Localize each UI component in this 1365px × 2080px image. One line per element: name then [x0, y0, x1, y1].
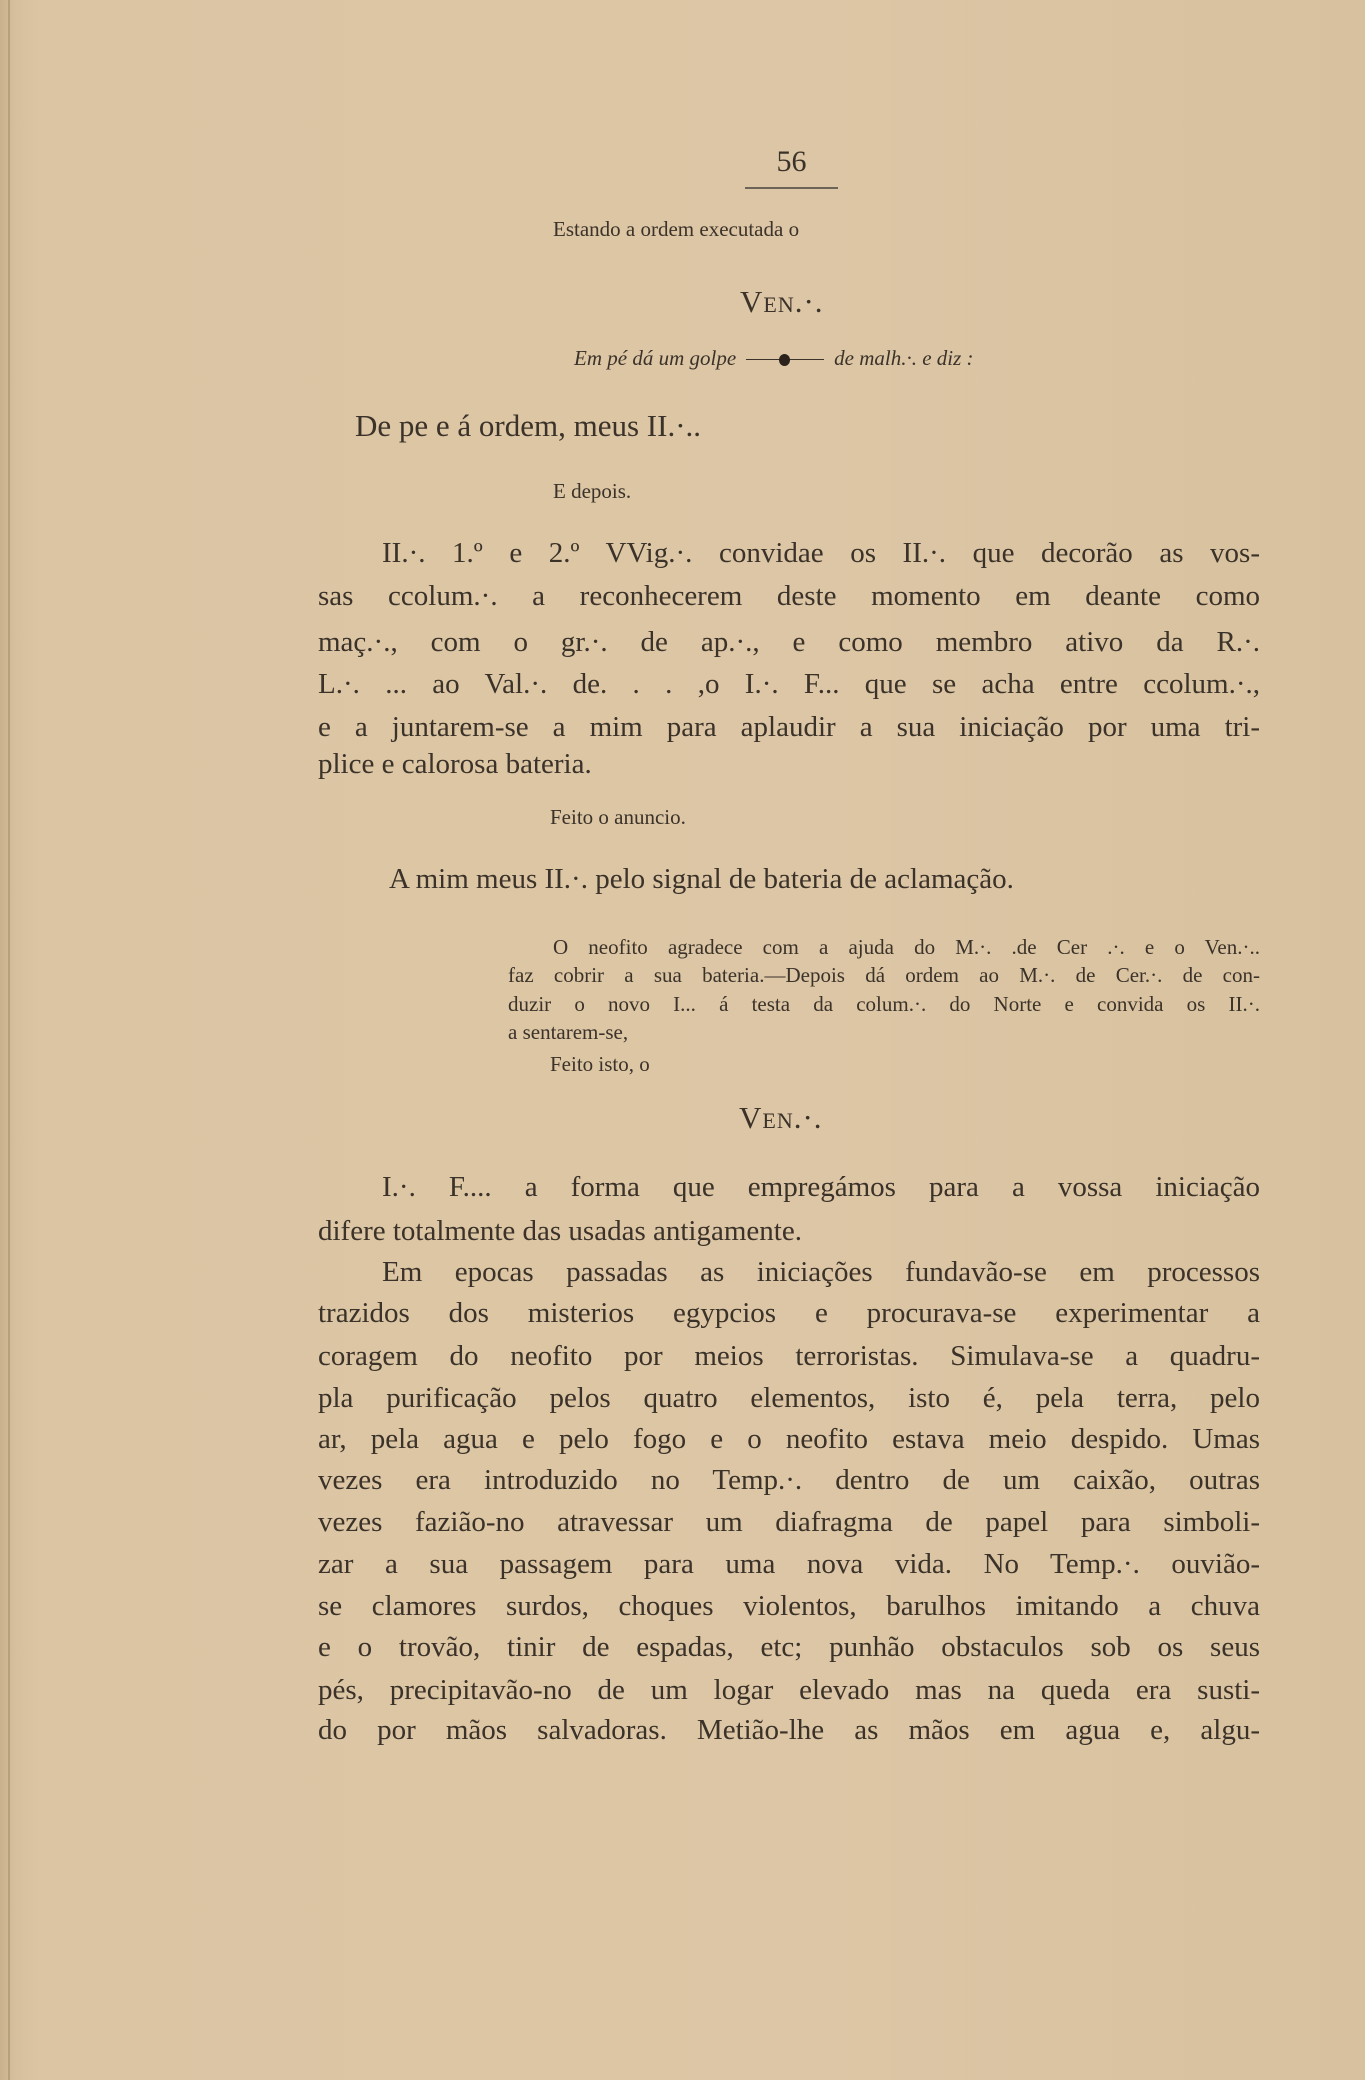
text-line: duzir o novo I... á testa da colum.·. do Norte e convida os II.·.	[508, 992, 1260, 1016]
text-line: sas ccolum.·. a reconhecerem deste momento em deante como	[318, 580, 1260, 612]
stage-direction: E depois.	[553, 479, 632, 503]
text-line: Em epocas passadas as iniciações fundavão-se em processos	[382, 1256, 1260, 1288]
page-number-rule	[745, 187, 838, 189]
text-line: e a juntarem-se a mim para aplaudir a sua iniciação por uma tri-	[318, 711, 1260, 743]
mallet-rule-icon	[746, 354, 824, 366]
speaker-heading: Ven.·.	[740, 284, 824, 319]
action-line	[574, 338, 974, 378]
page-edge	[8, 0, 10, 2080]
text-line: zar a sua passagem para uma nova vida. No Temp.·. ouvião-	[318, 1548, 1260, 1580]
text-line: do por mãos salvadoras. Metião-lhe as mãos em agua e, algu-	[318, 1714, 1260, 1746]
text-line: vezes fazião-no atravessar um diafragma de papel para simboli-	[318, 1506, 1260, 1538]
action-before: Em pé dá um golpe	[574, 346, 737, 370]
speaker-heading: Ven.·.	[739, 1100, 823, 1135]
text-line: II.·. 1.º e 2.º VVig.·. convidae os II.·. que decorão as vos-	[382, 537, 1260, 569]
text-line: trazidos dos misterios egypcios e procurava-se experimentar a	[318, 1297, 1260, 1329]
text-line: faz cobrir a sua bateria.—Depois dá ordem ao M.·. de Cer.·. de con-	[508, 963, 1260, 987]
speech: A mim meus II.·. pelo signal de bateria de aclamação.	[389, 863, 1014, 895]
text-line: se clamores surdos, choques violentos, barulhos imitando a chuva	[318, 1590, 1260, 1622]
action-after: de malh.·. e diz :	[834, 346, 974, 370]
stage-direction: Estando a ordem executada o	[553, 217, 800, 241]
text-line: difere totalmente das usadas antigamente.	[318, 1215, 802, 1247]
text-line: vezes era introduzido no Temp.·. dentro de um caixão, outras	[318, 1464, 1260, 1496]
text-line: plice e calorosa bateria.	[318, 748, 592, 780]
text-line: maç.·., com o gr.·. de ap.·., e como membro ativo da R.·.	[318, 626, 1260, 658]
text-line: L.·. ... ao Val.·. de. . . ,o I.·. F... que se acha entre ccolum.·.,	[318, 668, 1260, 700]
text-line: O neofito agradece com a ajuda do M.·. .de Cer .·. e o Ven.·..	[553, 935, 1260, 959]
text-line: coragem do neofito por meios terroristas. Simulava-se a quadru-	[318, 1340, 1260, 1372]
text-line: a sentarem-se,	[508, 1020, 629, 1044]
text-line: pla purificação pelos quatro elementos, isto é, pela terra, pelo	[318, 1382, 1260, 1414]
text-line: ar, pela agua e pelo fogo e o neofito estava meio despido. Umas	[318, 1423, 1260, 1455]
text-line: pés, precipitavão-no de um logar elevado mas na queda era susti-	[318, 1674, 1260, 1706]
speech: De pe e á ordem, meus II.·..	[355, 408, 702, 443]
text-line: I.·. F.... a forma que empregámos para a vossa iniciação	[382, 1171, 1260, 1203]
text-line: e o trovão, tinir de espadas, etc; punhão obstaculos sob os seus	[318, 1631, 1260, 1663]
page-number: 56	[776, 145, 807, 178]
stage-direction: Feito isto, o	[550, 1052, 650, 1076]
stage-direction: Feito o anuncio.	[550, 805, 686, 829]
